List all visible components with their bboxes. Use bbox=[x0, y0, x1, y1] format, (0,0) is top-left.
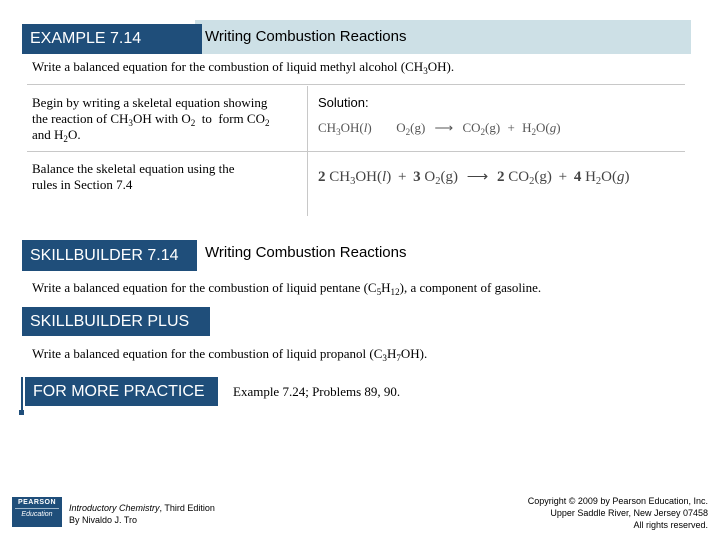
more-practice-dot bbox=[19, 410, 24, 415]
step2-text: Balance the skeletal equation using the rules in Section 7.4 bbox=[32, 161, 235, 192]
skillbuilder-tag: SKILLBUILDER 7.14 bbox=[22, 240, 197, 271]
skillbuilder-problem: Write a balanced equation for the combustion of liquid pentane $(C_5H_{12})$, a component of gasoline. bbox=[32, 280, 542, 297]
skillbuilder-plus-tag: SKILLBUILDER PLUS bbox=[22, 307, 210, 336]
solution-label: Solution: bbox=[318, 95, 369, 110]
divider bbox=[27, 84, 685, 85]
balanced-equation: 2 $CH_3OH(l) + 3$ $O_2(g)$ ⟶ 2 $CO_2(g) + 4$ $H_2O(g)$ bbox=[318, 169, 630, 187]
more-practice-text: Example 7.24; Problems 89, 90. bbox=[233, 384, 401, 399]
example-tag: EXAMPLE 7.14 bbox=[22, 24, 202, 54]
copyright-notice: Copyright © 2009 by Pearson Education, Inc. Upper Saddle River, New Jersey 07458 All rights reserved. bbox=[527, 496, 708, 530]
example-title: Writing Combustion Reactions bbox=[205, 28, 407, 45]
divider bbox=[27, 151, 685, 152]
skeletal-equation: $CH_3OH(l)$ $O_2(g)$ ⟶ $CO_2(g) + H_2O(g)$ bbox=[318, 120, 561, 137]
skillbuilder-title: Writing Combustion Reactions bbox=[205, 244, 407, 261]
step1-text: Begin by writing a skeletal equation showing the reaction of $CH_3OH$ with $O_2$ to form $CO_2$ and $H_2O$. bbox=[32, 95, 270, 144]
pearson-logo: PEARSON Education bbox=[12, 497, 62, 527]
more-practice-tag: FOR MORE PRACTICE bbox=[25, 377, 218, 406]
more-practice-bracket bbox=[21, 377, 23, 414]
book-citation: Introductory Chemistry, Third Edition By Nivaldo J. Tro bbox=[69, 503, 215, 525]
skillbuilder-plus-problem: Write a balanced equation for the combustion of liquid propanol $(C_3H_7OH)$. bbox=[32, 346, 428, 363]
example-problem: Write a balanced equation for the combustion of liquid methyl alcohol $(CH_3OH)$. bbox=[32, 59, 455, 76]
